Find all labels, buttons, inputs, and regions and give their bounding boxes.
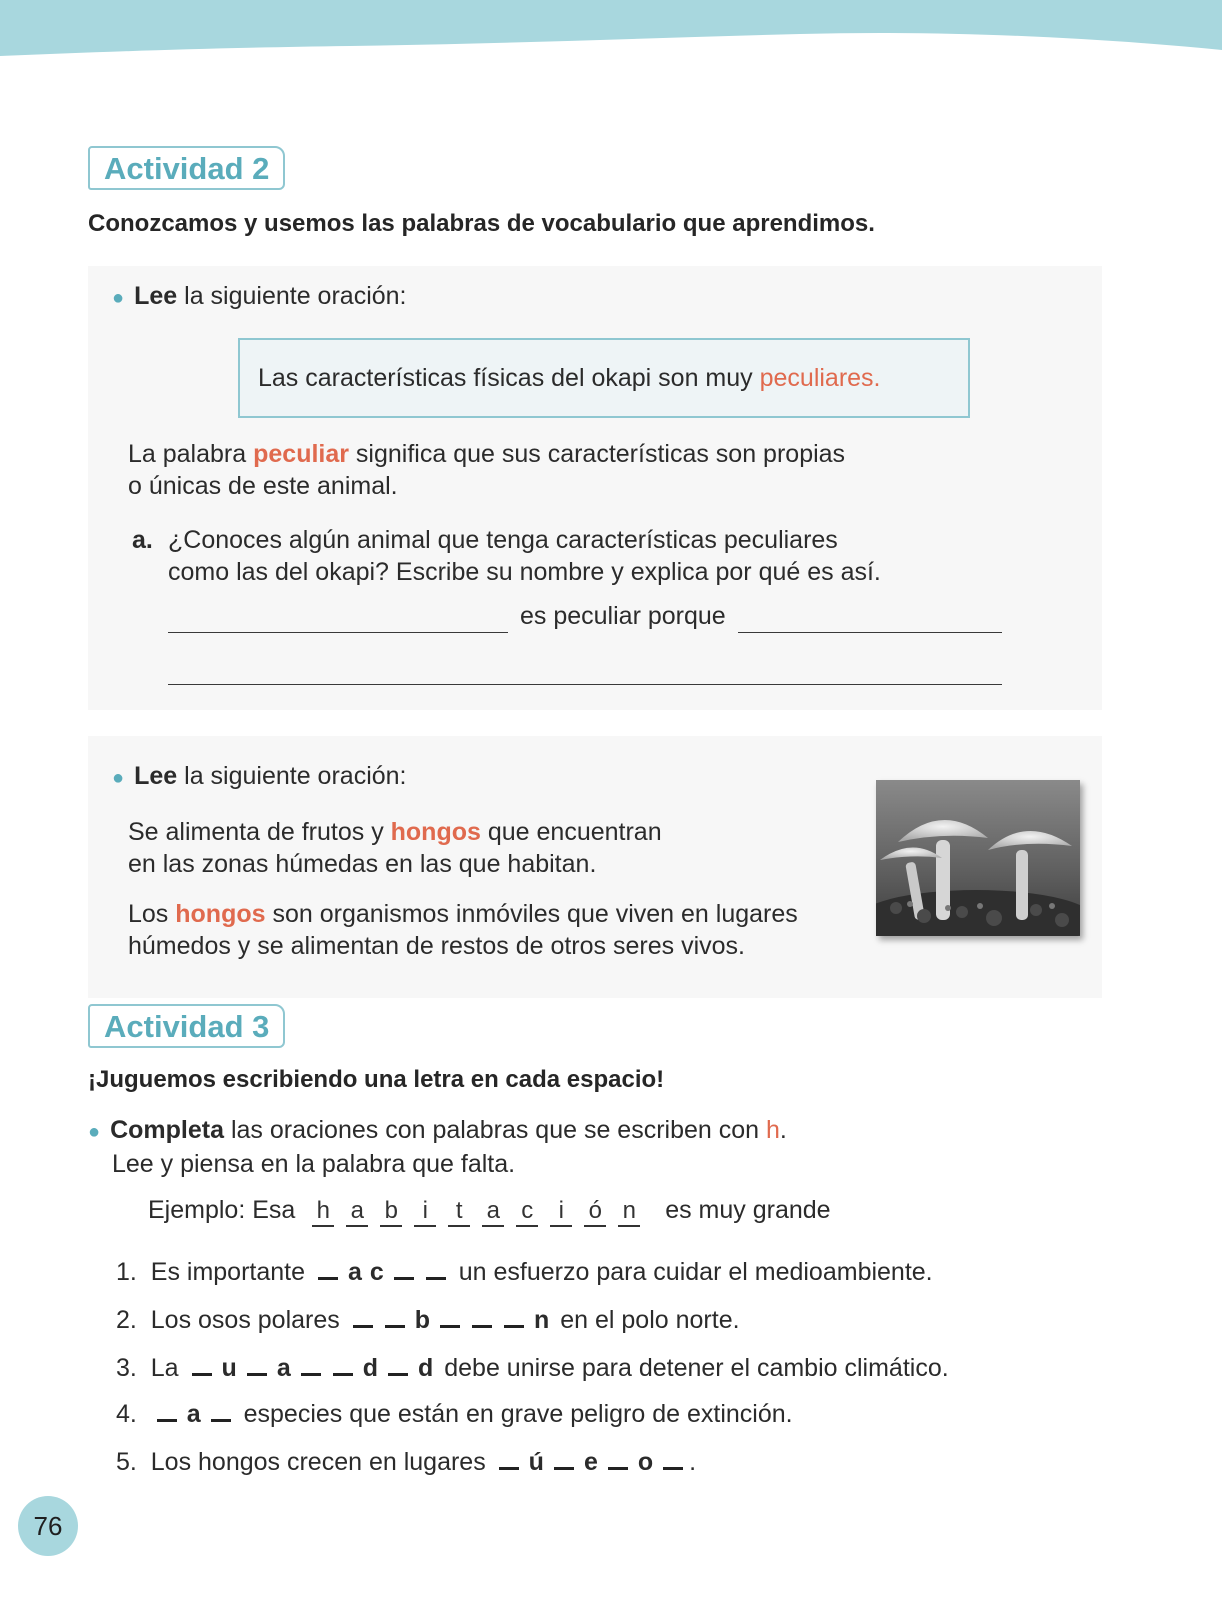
question-a: a. ¿Conoces algún animal que tenga características peculiares como las del okapi? Escribe su nombre y explica por qué es así. bbox=[132, 526, 881, 586]
top-wave-decoration bbox=[0, 0, 1222, 64]
letter-blank[interactable] bbox=[301, 1369, 321, 1376]
exercise-item-5: 5. Los hongos crecen en lugares ú e o . bbox=[116, 1448, 697, 1476]
exercise-item-4: 4. a especies que están en grave peligro de extinción. bbox=[116, 1400, 793, 1428]
example-sentence-box: Las características físicas del okapi son muy peculiares. bbox=[238, 338, 970, 418]
bullet-icon: ● bbox=[88, 1121, 101, 1143]
fill-middle-text: es peculiar porque bbox=[520, 602, 726, 630]
letter-blank[interactable] bbox=[318, 1273, 338, 1280]
answer-line-continuation[interactable] bbox=[168, 684, 1002, 685]
exercise-item-3: 3. La u a d d debe unirse para detener el cambio climático. bbox=[116, 1354, 949, 1382]
letter-blank[interactable] bbox=[211, 1415, 231, 1422]
letter-blank[interactable] bbox=[426, 1273, 446, 1280]
hongos-definition: Los hongos son organismos inmóviles que viven en lugares húmedos y se alimentan de restos de otros seres vivos. bbox=[128, 900, 798, 960]
example-line: Ejemplo: Esa h a b i t a c i ó n es muy grande bbox=[148, 1196, 831, 1227]
example-letter: a bbox=[482, 1197, 504, 1227]
example-letter: a bbox=[346, 1197, 368, 1227]
mushrooms-photo-icon bbox=[876, 780, 1080, 936]
answer-line-animal[interactable] bbox=[168, 632, 508, 633]
letter-blank[interactable] bbox=[440, 1321, 460, 1328]
answer-line-reason[interactable] bbox=[738, 632, 1002, 633]
example-letter: c bbox=[516, 1197, 538, 1227]
letter-blank[interactable] bbox=[472, 1321, 492, 1328]
letter-blank[interactable] bbox=[385, 1321, 405, 1328]
hongos-sentence: Se alimenta de frutos y hongos que encuentran en las zonas húmedas en las que habitan. bbox=[128, 818, 662, 878]
example-letter: t bbox=[448, 1197, 470, 1227]
letter-blank[interactable] bbox=[504, 1321, 524, 1328]
letter-blank[interactable] bbox=[353, 1321, 373, 1328]
letter-blank[interactable] bbox=[388, 1369, 408, 1376]
letter-blank[interactable] bbox=[499, 1463, 519, 1470]
vocabulary-panel-peculiar bbox=[88, 266, 1102, 710]
letter-blank[interactable] bbox=[554, 1463, 574, 1470]
bullet-icon: ● bbox=[112, 287, 125, 309]
letter-blank[interactable] bbox=[192, 1369, 212, 1376]
activity-2-label: Actividad 2 bbox=[88, 146, 285, 190]
letter-blank[interactable] bbox=[394, 1273, 414, 1280]
example-letter: n bbox=[618, 1197, 640, 1227]
example-letter: b bbox=[380, 1197, 402, 1227]
example-letters bbox=[312, 1196, 652, 1224]
example-letter: ó bbox=[584, 1197, 606, 1227]
panel1-instruction: ● Lee la siguiente oración: bbox=[112, 282, 407, 310]
activity-3-label: Actividad 3 bbox=[88, 1004, 285, 1048]
example-letter: i bbox=[414, 1197, 436, 1227]
activity-3-intro: ¡Juguemos escribiendo una letra en cada espacio! bbox=[88, 1066, 665, 1093]
example-letter: h bbox=[312, 1197, 334, 1227]
letter-blank[interactable] bbox=[333, 1369, 353, 1376]
letter-blank[interactable] bbox=[157, 1415, 177, 1422]
panel2-instruction: ● Lee la siguiente oración: bbox=[112, 762, 407, 790]
letter-blank[interactable] bbox=[608, 1463, 628, 1470]
exercise-item-1: 1. Es importante a c un esfuerzo para cuidar el medioambiente. bbox=[116, 1258, 933, 1286]
letter-blank[interactable] bbox=[663, 1463, 683, 1470]
definition-text: La palabra peculiar significa que sus características son propias o únicas de este animal. bbox=[128, 440, 846, 500]
activity-2-intro: Conozcamos y usemos las palabras de vocabulario que aprendimos. bbox=[88, 210, 875, 237]
page-number: 76 bbox=[18, 1496, 78, 1556]
bullet-icon: ● bbox=[112, 767, 125, 789]
example-letter: i bbox=[550, 1197, 572, 1227]
letter-blank[interactable] bbox=[247, 1369, 267, 1376]
exercise-item-2: 2. Los osos polares b n en el polo norte. bbox=[116, 1306, 740, 1334]
vocabulary-panel-hongos bbox=[88, 736, 1102, 998]
activity-3-instruction: ● Completa las oraciones con palabras que se escriben con h. Lee y piensa en la palabra que falta. bbox=[88, 1116, 787, 1178]
